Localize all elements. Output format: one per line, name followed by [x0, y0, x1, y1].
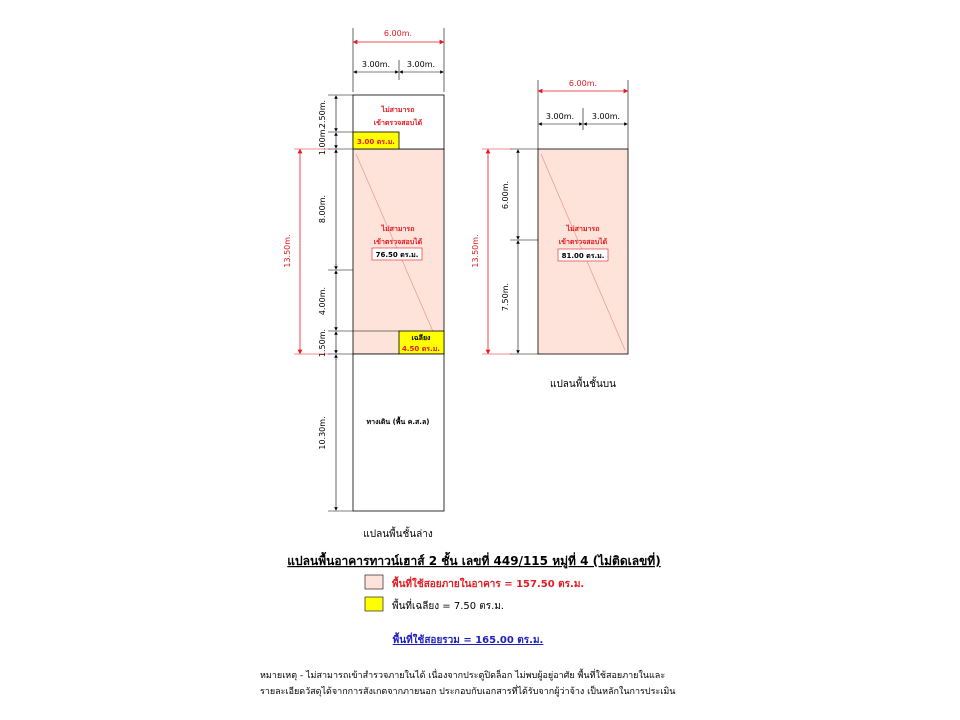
legend-usable-swatch — [365, 575, 383, 589]
ground-half-width-1: 3.00m. — [361, 60, 391, 69]
note-line-2: รายละเอียดวัสดุได้จากการสังเกตจากภายนอก ประกอบกับเอกสารที่ได้รับจากผู้ว่าจ้าง เป็นหลักในการประเมิน — [260, 687, 676, 697]
dim-400: 4.00m. — [318, 286, 327, 316]
note-line-1: หมายเหตุ - ไม่สามารถเข้าสำรวจภายในได้ เนื่องจากประตูปิดล็อก ไม่พบผู้อยู่อาศัย พื้นที่ใช้สอยภายในและ — [260, 671, 666, 681]
no-access-top-1: ไม่สามารถ — [381, 106, 415, 114]
walkway-label: ทางเดิน (พื้น ค.ส.ล) — [366, 418, 430, 426]
no-access-top-2: เข้าตรวจสอบได้ — [373, 119, 423, 127]
no-access-mid-2: เข้าตรวจสอบได้ — [373, 238, 423, 246]
dim-150: 1.50m. — [318, 328, 327, 358]
plan-title: แปลนพื้นอาคารทาวน์เฮาส์ 2 ชั้น เลขที่ 449/115 หมู่ที่ 4 (ไม่ติดเลขที่) — [287, 554, 661, 568]
small-area-label: 3.00 ตร.ม. — [357, 138, 395, 146]
no-access-mid-1: ไม่สามารถ — [381, 225, 415, 233]
upper-caption: แปลนพื้นชั้นบน — [550, 379, 616, 390]
main-area-label: 76.50 ตร.ม. — [375, 251, 419, 259]
legend-eave-swatch — [365, 597, 383, 611]
dim-100: 1.00m. — [318, 126, 327, 156]
legend-eave: พื้นที่เฉลียง = 7.50 ตร.ม. — [392, 601, 505, 612]
dim-800: 8.00m. — [318, 194, 327, 224]
ground-total-width: 6.00m. — [383, 29, 413, 38]
upper-half-width-2: 3.00m. — [591, 112, 621, 121]
dim-250: 2.50m. — [318, 99, 327, 129]
ground-half-width-2: 3.00m. — [406, 60, 436, 69]
dim-1030: 10.30m. — [318, 416, 327, 450]
ground-floor-plan — [283, 28, 444, 540]
upper-total-width: 6.00m. — [568, 79, 598, 88]
upper-dim-1350: 13.50m. — [471, 234, 480, 268]
upper-area-label: 81.00 ตร.ม. — [561, 252, 605, 260]
upper-half-width-1: 3.00m. — [545, 112, 575, 121]
total-area: พื้นที่ใช้สอยรวม = 165.00 ตร.ม. — [392, 635, 544, 646]
upper-dim-750: 7.50m. — [501, 282, 510, 312]
upper-no-access-1: ไม่สามารถ — [566, 225, 600, 233]
upper-floor-plan — [471, 79, 628, 390]
upper-no-access-2: เข้าตรวจสอบได้ — [558, 238, 608, 246]
upper-dim-600: 6.00m. — [501, 180, 510, 210]
walkway-area — [353, 354, 444, 511]
ground-dim-1350: 13.50m. — [283, 234, 292, 268]
eave-label: เฉลียง — [411, 334, 431, 342]
eave-area-label: 4.50 ตร.ม. — [402, 345, 440, 353]
legend-usable: พื้นที่ใช้สอยภายในอาคาร = 157.50 ตร.ม. — [392, 579, 585, 590]
ground-caption: แปลนพื้นชั้นล่าง — [363, 529, 433, 540]
